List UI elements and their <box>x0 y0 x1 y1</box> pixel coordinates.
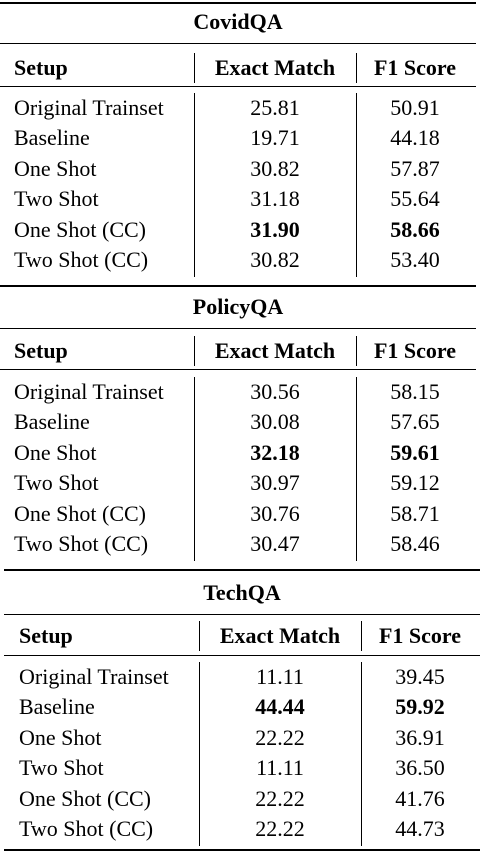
header-rule <box>0 369 476 370</box>
row-setup: One Shot (CC) <box>19 785 151 811</box>
header-column-divider <box>356 336 357 366</box>
row-exact-match: 11.11 <box>256 664 304 689</box>
table-title: PolicyQA <box>192 294 284 319</box>
header-exact-match: Exact Match <box>214 55 336 80</box>
row-f1-score: 55.64 <box>390 186 440 212</box>
row-exact-match: 19.71 <box>250 125 300 151</box>
row-exact-match: 30.76 <box>250 500 300 526</box>
header-rule <box>0 86 476 87</box>
row-f1-score: 50.91 <box>390 95 440 120</box>
row-exact-match: 31.90 <box>250 216 300 242</box>
header-f1-score: F1 Score <box>378 623 462 648</box>
row-setup: Baseline <box>19 694 95 720</box>
title-rule <box>0 43 476 44</box>
row-f1-score: 58.71 <box>390 500 440 526</box>
table-title: TechQA <box>203 580 281 605</box>
table-top-rule <box>0 2 476 4</box>
row-setup: One Shot (CC) <box>14 216 146 242</box>
title-rule <box>4 614 480 615</box>
header-column-divider <box>356 53 357 83</box>
row-f1-score: 39.45 <box>395 664 445 689</box>
header-column-divider <box>199 621 200 651</box>
row-exact-match: 11.11 <box>256 755 304 781</box>
row-setup: Original Trainset <box>14 379 164 404</box>
row-setup: Two Shot <box>14 470 99 496</box>
table-top-rule <box>0 285 476 287</box>
header-setup: Setup <box>14 338 68 363</box>
row-setup: Two Shot <box>14 186 99 212</box>
row-exact-match: 30.97 <box>250 470 300 496</box>
row-exact-match: 22.22 <box>255 816 305 841</box>
header-exact-match: Exact Match <box>219 623 341 648</box>
row-f1-score: 44.18 <box>390 125 440 151</box>
row-exact-match: 22.22 <box>255 785 305 811</box>
header-setup: Setup <box>14 55 68 80</box>
row-setup: One Shot <box>19 724 102 750</box>
row-setup: Original Trainset <box>14 95 164 120</box>
row-exact-match: 31.18 <box>250 186 300 212</box>
row-f1-score: 36.50 <box>395 755 445 781</box>
header-setup: Setup <box>19 623 73 648</box>
row-f1-score: 53.40 <box>390 247 440 272</box>
row-setup: One Shot (CC) <box>14 500 146 526</box>
row-exact-match: 30.56 <box>250 379 300 404</box>
row-f1-score: 59.61 <box>390 439 440 465</box>
row-exact-match: 22.22 <box>255 724 305 750</box>
header-exact-match: Exact Match <box>214 338 336 363</box>
title-rule <box>0 328 476 329</box>
row-exact-match: 30.47 <box>250 531 300 556</box>
table-bottom-rule <box>4 849 480 851</box>
body-column-divider <box>194 93 195 277</box>
row-exact-match: 30.82 <box>250 155 300 181</box>
body-column-divider <box>199 662 200 846</box>
row-exact-match: 44.44 <box>255 694 305 720</box>
row-f1-score: 57.87 <box>390 155 440 181</box>
row-setup: Two Shot <box>19 755 104 781</box>
row-f1-score: 59.12 <box>390 470 440 496</box>
header-f1-score: F1 Score <box>373 55 457 80</box>
header-rule <box>4 655 480 656</box>
row-f1-score: 58.46 <box>390 531 440 556</box>
body-column-divider <box>194 377 195 561</box>
row-setup: Original Trainset <box>19 664 169 689</box>
row-setup: One Shot <box>14 155 97 181</box>
row-setup: Two Shot (CC) <box>19 816 154 841</box>
row-setup: Two Shot (CC) <box>14 247 149 272</box>
row-f1-score: 41.76 <box>395 785 445 811</box>
table-top-rule <box>4 569 480 571</box>
row-exact-match: 25.81 <box>250 95 300 120</box>
row-f1-score: 36.91 <box>395 724 445 750</box>
row-exact-match: 32.18 <box>250 439 300 465</box>
row-setup: Baseline <box>14 125 90 151</box>
row-exact-match: 30.82 <box>250 247 300 272</box>
header-column-divider <box>194 336 195 366</box>
header-column-divider <box>194 53 195 83</box>
header-column-divider <box>361 621 362 651</box>
row-setup: Two Shot (CC) <box>14 531 149 556</box>
row-f1-score: 44.73 <box>395 816 445 841</box>
row-setup: Baseline <box>14 409 90 435</box>
row-f1-score: 57.65 <box>390 409 440 435</box>
table-title: CovidQA <box>193 9 283 34</box>
row-exact-match: 30.08 <box>250 409 300 435</box>
row-f1-score: 58.66 <box>390 216 440 242</box>
row-f1-score: 59.92 <box>395 694 445 720</box>
row-setup: One Shot <box>14 439 97 465</box>
header-f1-score: F1 Score <box>373 338 457 363</box>
row-f1-score: 58.15 <box>390 379 440 404</box>
